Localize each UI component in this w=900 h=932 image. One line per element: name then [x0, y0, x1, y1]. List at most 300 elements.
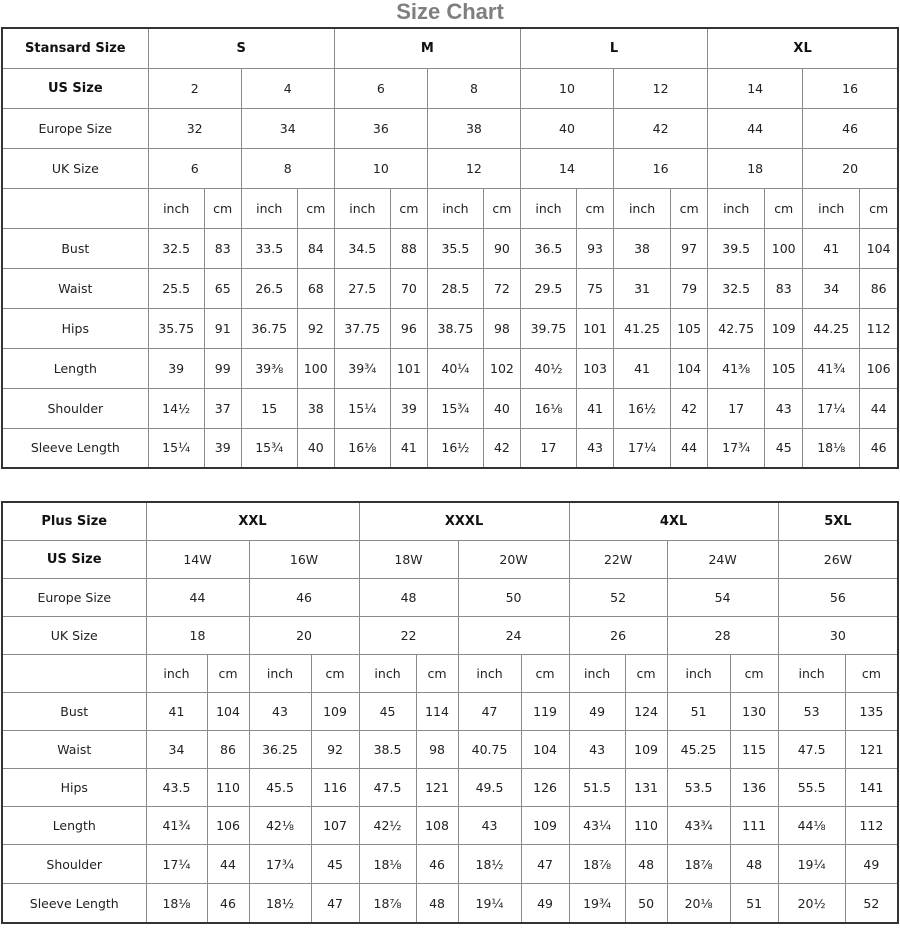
measure-value-inch: 38.5 — [359, 731, 416, 769]
unit-cm: cm — [860, 188, 898, 228]
measure-value-cm: 45 — [765, 428, 803, 468]
measure-value-cm: 44 — [860, 388, 898, 428]
measure-row — [2, 807, 898, 845]
measure-value-cm: 105 — [765, 348, 803, 388]
uk-size-value: 16 — [614, 148, 708, 188]
measure-value-inch: 38.75 — [427, 308, 483, 348]
europe-size-value: 50 — [458, 578, 569, 616]
measure-value-cm: 130 — [730, 692, 778, 730]
measure-value-cm: 48 — [625, 845, 667, 884]
measure-value-inch: 39.75 — [520, 308, 576, 348]
uk-size-value: 12 — [427, 148, 520, 188]
measure-value-inch: 45.25 — [667, 731, 730, 769]
measure-value-inch: 16½ — [427, 428, 483, 468]
measure-value-inch: 17¼ — [614, 428, 671, 468]
measure-value-cm: 47 — [311, 884, 359, 923]
measure-value-inch: 18⅛ — [146, 884, 207, 923]
measure-value-inch: 18⅞ — [359, 884, 416, 923]
unit-inch: inch — [520, 188, 576, 228]
measure-value-cm: 68 — [297, 268, 334, 308]
measure-value-inch: 39⅜ — [241, 348, 297, 388]
measure-value-cm: 91 — [204, 308, 241, 348]
measure-value-inch: 43 — [569, 731, 625, 769]
unit-cm: cm — [845, 654, 898, 692]
size-label-l: L — [520, 28, 707, 68]
measure-value-cm: 44 — [207, 845, 249, 884]
measure-value-inch: 35.5 — [427, 228, 483, 268]
measure-row — [2, 731, 898, 769]
size-label-m: M — [334, 28, 520, 68]
measure-value-cm: 101 — [390, 348, 427, 388]
europe-size-value: 56 — [778, 578, 898, 616]
measure-value-inch: 19¼ — [458, 884, 521, 923]
page-title: Size Chart — [396, 0, 504, 24]
us-size-value: 6 — [334, 68, 427, 108]
measure-value-cm: 49 — [845, 845, 898, 884]
measure-value-inch: 37.75 — [334, 308, 390, 348]
measure-value-cm: 42 — [671, 388, 708, 428]
measure-value-cm: 96 — [390, 308, 427, 348]
measure-value-cm: 65 — [204, 268, 241, 308]
measure-value-inch: 18½ — [458, 845, 521, 884]
measure-value-cm: 72 — [483, 268, 520, 308]
unit-cm: cm — [483, 188, 520, 228]
measure-value-cm: 84 — [297, 228, 334, 268]
measure-value-inch: 53 — [778, 692, 845, 730]
measure-value-inch: 16⅛ — [520, 388, 576, 428]
measure-value-inch: 28.5 — [427, 268, 483, 308]
measure-value-inch: 31 — [614, 268, 671, 308]
measure-value-inch: 32.5 — [708, 268, 765, 308]
measure-value-cm: 104 — [860, 228, 898, 268]
europe-size-value: 46 — [803, 108, 898, 148]
measure-value-inch: 20⅛ — [667, 884, 730, 923]
measure-value-cm: 39 — [390, 388, 427, 428]
measure-value-inch: 36.25 — [249, 731, 311, 769]
measure-value-inch: 34.5 — [334, 228, 390, 268]
uk-size-value: 18 — [146, 616, 249, 654]
measure-value-cm: 121 — [845, 731, 898, 769]
measure-value-cm: 106 — [860, 348, 898, 388]
measure-label: Length — [2, 348, 148, 388]
measure-label: Length — [2, 807, 146, 845]
unit-inch: inch — [241, 188, 297, 228]
measure-value-inch: 36.75 — [241, 308, 297, 348]
us-size-value: 16W — [249, 540, 359, 578]
measure-value-inch: 49.5 — [458, 769, 521, 807]
measure-label: Hips — [2, 769, 146, 807]
size-label-xl: XL — [708, 28, 898, 68]
measure-value-cm: 105 — [671, 308, 708, 348]
measure-value-cm: 41 — [577, 388, 614, 428]
measure-value-cm: 50 — [625, 884, 667, 923]
unit-cm: cm — [204, 188, 241, 228]
europe-size-value: 40 — [520, 108, 613, 148]
measure-value-cm: 37 — [204, 388, 241, 428]
measure-value-cm: 70 — [390, 268, 427, 308]
measure-value-inch: 16⅛ — [334, 428, 390, 468]
standard-size-row — [2, 28, 898, 68]
measure-value-cm: 92 — [297, 308, 334, 348]
measure-value-cm: 106 — [207, 807, 249, 845]
measure-value-inch: 44⅛ — [778, 807, 845, 845]
measure-value-cm: 124 — [625, 692, 667, 730]
uk-size-value: 18 — [708, 148, 803, 188]
unit-inch: inch — [249, 654, 311, 692]
unit-inch: inch — [803, 188, 860, 228]
europe-size-value: 46 — [249, 578, 359, 616]
measure-value-inch: 18⅞ — [667, 845, 730, 884]
measure-value-inch: 42½ — [359, 807, 416, 845]
measure-row — [2, 845, 898, 884]
measure-value-inch: 34 — [146, 731, 207, 769]
uk-size-label: UK Size — [2, 616, 146, 654]
us-size-value: 16 — [803, 68, 898, 108]
measure-value-inch: 35.75 — [148, 308, 204, 348]
measure-value-inch: 41¾ — [146, 807, 207, 845]
unit-inch: inch — [146, 654, 207, 692]
unit-cm: cm — [730, 654, 778, 692]
measure-label: Waist — [2, 268, 148, 308]
measure-value-inch: 18⅞ — [569, 845, 625, 884]
us-size-value: 14W — [146, 540, 249, 578]
measure-value-cm: 110 — [625, 807, 667, 845]
us-size-value: 18W — [359, 540, 458, 578]
measure-label: Bust — [2, 692, 146, 730]
measure-value-inch: 40½ — [520, 348, 576, 388]
europe-size-value: 36 — [334, 108, 427, 148]
measure-row — [2, 884, 898, 923]
measure-value-cm: 41 — [390, 428, 427, 468]
unit-inch: inch — [148, 188, 204, 228]
uk-size-value: 6 — [148, 148, 241, 188]
measure-value-cm: 38 — [297, 388, 334, 428]
uk-size-value: 10 — [334, 148, 427, 188]
measure-value-inch: 41 — [146, 692, 207, 730]
measure-label: Waist — [2, 731, 146, 769]
us-size-value: 8 — [427, 68, 520, 108]
measure-value-cm: 83 — [765, 268, 803, 308]
europe-size-value: 48 — [359, 578, 458, 616]
measure-value-cm: 46 — [207, 884, 249, 923]
plus-eu-row — [2, 578, 898, 616]
measure-value-cm: 48 — [416, 884, 458, 923]
measure-value-inch: 15¾ — [241, 428, 297, 468]
measure-value-cm: 119 — [521, 692, 569, 730]
measure-value-cm: 109 — [521, 807, 569, 845]
measure-value-inch: 27.5 — [334, 268, 390, 308]
measure-value-cm: 141 — [845, 769, 898, 807]
us-size-value: 12 — [614, 68, 708, 108]
measure-value-cm: 52 — [845, 884, 898, 923]
measure-value-cm: 49 — [521, 884, 569, 923]
measure-value-inch: 14½ — [148, 388, 204, 428]
measure-value-inch: 51 — [667, 692, 730, 730]
measure-row — [2, 428, 898, 468]
measure-value-cm: 109 — [625, 731, 667, 769]
unit-cm: cm — [671, 188, 708, 228]
standard-size-header: Stansard Size — [2, 28, 148, 68]
us-size-label: US Size — [2, 68, 148, 108]
plus-uk-row — [2, 616, 898, 654]
uk-size-value: 20 — [249, 616, 359, 654]
units-blank-cell — [2, 188, 148, 228]
measure-value-cm: 40 — [483, 388, 520, 428]
measure-value-cm: 126 — [521, 769, 569, 807]
size-label-s: S — [148, 28, 334, 68]
europe-size-value: 42 — [614, 108, 708, 148]
unit-inch: inch — [458, 654, 521, 692]
unit-inch: inch — [359, 654, 416, 692]
measure-value-inch: 34 — [803, 268, 860, 308]
unit-inch: inch — [778, 654, 845, 692]
measure-value-inch: 42.75 — [708, 308, 765, 348]
measure-value-inch: 39 — [148, 348, 204, 388]
uk-size-label: UK Size — [2, 148, 148, 188]
measure-value-cm: 109 — [765, 308, 803, 348]
standard-uk-row — [2, 148, 898, 188]
unit-cm: cm — [625, 654, 667, 692]
measure-value-cm: 46 — [860, 428, 898, 468]
measure-value-cm: 103 — [577, 348, 614, 388]
measure-value-cm: 107 — [311, 807, 359, 845]
measure-row — [2, 348, 898, 388]
measure-value-inch: 20½ — [778, 884, 845, 923]
measure-value-inch: 33.5 — [241, 228, 297, 268]
measure-value-cm: 135 — [845, 692, 898, 730]
europe-size-value: 38 — [427, 108, 520, 148]
measure-value-inch: 45.5 — [249, 769, 311, 807]
measure-value-cm: 43 — [577, 428, 614, 468]
unit-cm: cm — [577, 188, 614, 228]
measure-value-inch: 41 — [614, 348, 671, 388]
us-size-value: 24W — [667, 540, 778, 578]
measure-value-inch: 29.5 — [520, 268, 576, 308]
unit-inch: inch — [334, 188, 390, 228]
measure-value-inch: 40.75 — [458, 731, 521, 769]
measure-value-inch: 41¾ — [803, 348, 860, 388]
measure-value-cm: 75 — [577, 268, 614, 308]
us-size-value: 22W — [569, 540, 667, 578]
europe-size-label: Europe Size — [2, 578, 146, 616]
unit-cm: cm — [297, 188, 334, 228]
measure-value-inch: 39¾ — [334, 348, 390, 388]
unit-inch: inch — [708, 188, 765, 228]
measure-label: Shoulder — [2, 388, 148, 428]
measure-value-inch: 15 — [241, 388, 297, 428]
measure-value-cm: 98 — [483, 308, 520, 348]
measure-value-cm: 44 — [671, 428, 708, 468]
measure-value-inch: 43.5 — [146, 769, 207, 807]
measure-value-cm: 100 — [765, 228, 803, 268]
measure-value-inch: 55.5 — [778, 769, 845, 807]
measure-value-inch: 41.25 — [614, 308, 671, 348]
size-label-4xl: 4XL — [569, 502, 778, 540]
measure-value-cm: 92 — [311, 731, 359, 769]
measure-value-cm: 86 — [207, 731, 249, 769]
measure-value-cm: 86 — [860, 268, 898, 308]
measure-value-cm: 98 — [416, 731, 458, 769]
standard-us-row — [2, 68, 898, 108]
measure-value-inch: 42⅛ — [249, 807, 311, 845]
measure-value-inch: 18⅛ — [803, 428, 860, 468]
uk-size-value: 14 — [520, 148, 613, 188]
measure-value-cm: 99 — [204, 348, 241, 388]
measure-value-inch: 41 — [803, 228, 860, 268]
measure-value-cm: 42 — [483, 428, 520, 468]
measure-value-cm: 110 — [207, 769, 249, 807]
us-size-value: 14 — [708, 68, 803, 108]
unit-cm: cm — [207, 654, 249, 692]
measure-value-cm: 112 — [845, 807, 898, 845]
unit-inch: inch — [427, 188, 483, 228]
uk-size-value: 26 — [569, 616, 667, 654]
measure-value-cm: 43 — [765, 388, 803, 428]
us-size-value: 26W — [778, 540, 898, 578]
unit-inch: inch — [569, 654, 625, 692]
measure-label: Shoulder — [2, 845, 146, 884]
measure-value-inch: 43¼ — [569, 807, 625, 845]
measure-value-inch: 19¼ — [778, 845, 845, 884]
measure-value-inch: 38 — [614, 228, 671, 268]
europe-size-value: 52 — [569, 578, 667, 616]
measure-value-inch: 40¼ — [427, 348, 483, 388]
measure-value-cm: 116 — [311, 769, 359, 807]
measure-value-cm: 93 — [577, 228, 614, 268]
measure-value-cm: 115 — [730, 731, 778, 769]
measure-value-cm: 104 — [521, 731, 569, 769]
measure-value-cm: 101 — [577, 308, 614, 348]
unit-inch: inch — [667, 654, 730, 692]
measure-row — [2, 692, 898, 730]
measure-value-cm: 104 — [671, 348, 708, 388]
unit-cm: cm — [390, 188, 427, 228]
measure-label: Bust — [2, 228, 148, 268]
measure-value-inch: 19¾ — [569, 884, 625, 923]
measure-value-cm: 79 — [671, 268, 708, 308]
measure-value-cm: 114 — [416, 692, 458, 730]
unit-cm: cm — [765, 188, 803, 228]
measure-value-cm: 45 — [311, 845, 359, 884]
measure-value-inch: 41⅜ — [708, 348, 765, 388]
measure-value-inch: 26.5 — [241, 268, 297, 308]
us-size-label: US Size — [2, 540, 146, 578]
uk-size-value: 22 — [359, 616, 458, 654]
measure-value-inch: 17¾ — [708, 428, 765, 468]
measure-value-cm: 83 — [204, 228, 241, 268]
measure-value-inch: 15¾ — [427, 388, 483, 428]
measure-value-inch: 47 — [458, 692, 521, 730]
europe-size-value: 54 — [667, 578, 778, 616]
plus-size-table — [1, 501, 899, 924]
measure-value-inch: 17 — [708, 388, 765, 428]
measure-value-inch: 47.5 — [359, 769, 416, 807]
measure-row — [2, 769, 898, 807]
measure-value-inch: 51.5 — [569, 769, 625, 807]
measure-value-inch: 17¾ — [249, 845, 311, 884]
measure-value-inch: 17¼ — [803, 388, 860, 428]
measure-value-inch: 45 — [359, 692, 416, 730]
uk-size-value: 8 — [241, 148, 334, 188]
us-size-value: 20W — [458, 540, 569, 578]
units-blank-cell — [2, 654, 146, 692]
us-size-value: 4 — [241, 68, 334, 108]
measure-row — [2, 388, 898, 428]
plus-units-row — [2, 654, 898, 692]
measure-value-cm: 112 — [860, 308, 898, 348]
measure-value-cm: 109 — [311, 692, 359, 730]
measure-value-inch: 32.5 — [148, 228, 204, 268]
uk-size-value: 30 — [778, 616, 898, 654]
measure-row — [2, 308, 898, 348]
measure-label: Hips — [2, 308, 148, 348]
measure-label: Sleeve Length — [2, 428, 148, 468]
measure-value-inch: 39.5 — [708, 228, 765, 268]
measure-value-inch: 17¼ — [146, 845, 207, 884]
plus-size-row — [2, 502, 898, 540]
europe-size-value: 34 — [241, 108, 334, 148]
measure-value-cm: 104 — [207, 692, 249, 730]
measure-value-cm: 88 — [390, 228, 427, 268]
measure-value-cm: 97 — [671, 228, 708, 268]
europe-size-value: 32 — [148, 108, 241, 148]
measure-value-cm: 131 — [625, 769, 667, 807]
plus-size-header: Plus Size — [2, 502, 146, 540]
unit-cm: cm — [416, 654, 458, 692]
measure-value-inch: 49 — [569, 692, 625, 730]
measure-value-cm: 100 — [297, 348, 334, 388]
measure-value-inch: 15¼ — [334, 388, 390, 428]
measure-value-cm: 48 — [730, 845, 778, 884]
us-size-value: 2 — [148, 68, 241, 108]
measure-value-inch: 36.5 — [520, 228, 576, 268]
measure-value-cm: 47 — [521, 845, 569, 884]
europe-size-label: Europe Size — [2, 108, 148, 148]
unit-cm: cm — [521, 654, 569, 692]
standard-size-table — [1, 27, 899, 469]
measure-value-inch: 15¼ — [148, 428, 204, 468]
measure-value-inch: 25.5 — [148, 268, 204, 308]
measure-value-inch: 16½ — [614, 388, 671, 428]
measure-label: Sleeve Length — [2, 884, 146, 923]
measure-value-cm: 46 — [416, 845, 458, 884]
uk-size-value: 28 — [667, 616, 778, 654]
plus-us-row — [2, 540, 898, 578]
measure-value-inch: 43¾ — [667, 807, 730, 845]
size-label-5xl: 5XL — [778, 502, 898, 540]
measure-value-cm: 121 — [416, 769, 458, 807]
size-label-xxl: XXL — [146, 502, 359, 540]
measure-value-inch: 43 — [249, 692, 311, 730]
measure-value-cm: 90 — [483, 228, 520, 268]
measure-value-inch: 44.25 — [803, 308, 860, 348]
measure-value-cm: 51 — [730, 884, 778, 923]
unit-inch: inch — [614, 188, 671, 228]
uk-size-value: 24 — [458, 616, 569, 654]
measure-row — [2, 268, 898, 308]
measure-value-inch: 43 — [458, 807, 521, 845]
standard-units-row — [2, 188, 898, 228]
measure-value-cm: 136 — [730, 769, 778, 807]
standard-eu-row — [2, 108, 898, 148]
measure-value-inch: 18⅛ — [359, 845, 416, 884]
measure-value-inch: 47.5 — [778, 731, 845, 769]
measure-value-cm: 108 — [416, 807, 458, 845]
uk-size-value: 20 — [803, 148, 898, 188]
europe-size-value: 44 — [708, 108, 803, 148]
us-size-value: 10 — [520, 68, 613, 108]
size-label-xxxl: XXXL — [359, 502, 569, 540]
